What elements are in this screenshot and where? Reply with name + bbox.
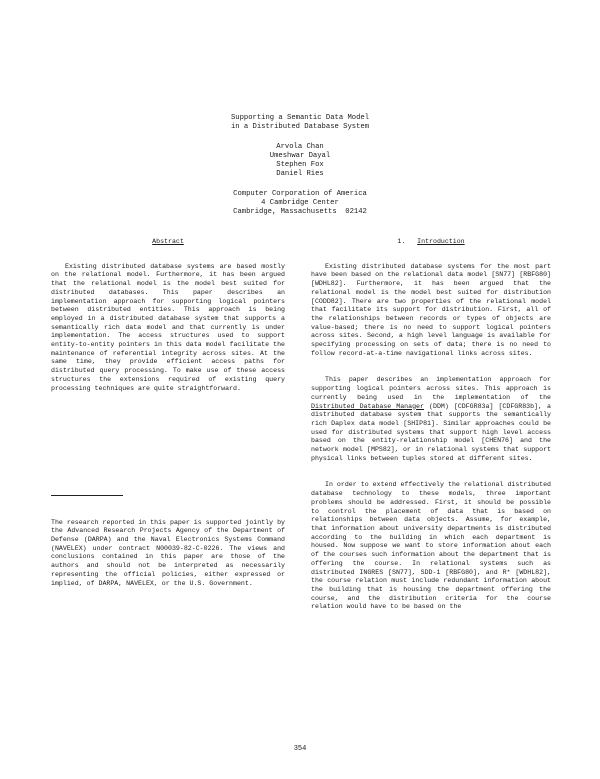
author-2: Umeshwar Dayal — [269, 152, 331, 160]
page-number: 354 — [293, 745, 307, 753]
intro-p2-after: (DDM) [CDFGR83a] [CDFGR83b], a distributed database system that supports the semantically rich Daplex data model [SHIP81]. Similar approaches could be used for distributed systems that support high level access based on the entity-relationship model [CHEN76] and the network model [MPS82], or in relational systems that support physical links between tuples stored at different sites. — [311, 402, 552, 462]
abstract-heading — [51, 238, 285, 247]
title-line-2: in a Distributed Database System — [230, 123, 370, 131]
intro-paragraph-3: In order to extend effectively the relational distributed database technology to these models, three important problems should be addressed. First, it should be possible to control the placement of data that is based on relationships between data objects. Assume, for example, that information about university departments is distributed according to the building in which each department is housed. Now suppose we want to store information about each of the courses such information about the department that is offering the course. In relational systems such as distributed INGRES [SN77], SDD-1 [RBFG80], and R* [WDHL82], the course relation must include redundant information about the building that is housing the department offering the course, and the distribution criteria for the course relation would have to be based on the — [311, 481, 551, 611]
title-line-1: Supporting a Semantic Data Model — [230, 114, 370, 122]
title-block — [0, 114, 600, 217]
author-3: Stephen Fox — [276, 161, 324, 169]
left-column — [51, 238, 285, 411]
author-1: Arvola Chan — [276, 143, 324, 151]
affiliation-city: Cambridge, Massachusetts 02142 — [233, 208, 367, 216]
intro-paragraph-1: Existing distributed database systems for the most part have been based on the relational data model [SN77] [RBFG80] [WDHL82]. Furthermore, it has been argued that the relational model is the model best suited for distribution [CODD82]. There are two properties of the relational model that facilitate its support for distribution. First, all of the relationships between records or types of objects are value-based; there is no need to support logical pointers across sites. Second, a high level language is available for specifying processing on sets of data; there is no need to follow record-at-a-time navigational links across sites. — [311, 262, 551, 357]
author-4: Daniel Ries — [276, 170, 324, 178]
abstract-heading-text: Abstract — [152, 238, 184, 245]
ddm-term: Distributed Database Manager — [311, 402, 424, 410]
introduction-number: 1. — [397, 238, 406, 245]
affiliation-street: 4 Cambridge Center — [261, 199, 339, 207]
footnote-rule — [51, 495, 123, 496]
intro-paragraph-2 — [311, 376, 551, 463]
introduction-heading-text: Introduction — [417, 238, 465, 245]
introduction-heading — [311, 238, 551, 247]
intro-p2-before: This paper describes an implementation approach for supporting logical pointers across sites. This approach is currently being used in the implementation of the — [311, 376, 551, 401]
abstract-text: Existing distributed database systems are based mostly on the relational model. Furthermore, it has been argued that the relational model is the model best suited for distributed databases. This paper describes an implementation approach for supporting logical pointers between distributed entities. This approach is being employed in a distributed database system that supports a semantically rich data model and that currently is under implementation. The access structures used to support entity-to-entity pointers in this data model facilitate the maintenance of referential integrity across sites. At the same time, they provide efficient access paths for distributed query processing. To make use of these access structures the extensions required of existing query processing techniques are quite straightforward. — [51, 262, 285, 392]
right-column — [311, 238, 551, 630]
footnote-text: The research reported in this paper is supported jointly by the Advanced Research Projects Agency of the Department of Defense (DARPA) and the Naval Electronics Systems Command (NAVELEX) under contract N00039-82-C-0226. The views and conclusions contained in this paper are those of the authors and should not be interpreted as necessarily representing the official policies, either expressed or implied, of DARPA, NAVELEX, or the U.S. Government. — [51, 518, 285, 587]
affiliation-org: Computer Corporation of America — [233, 190, 367, 198]
